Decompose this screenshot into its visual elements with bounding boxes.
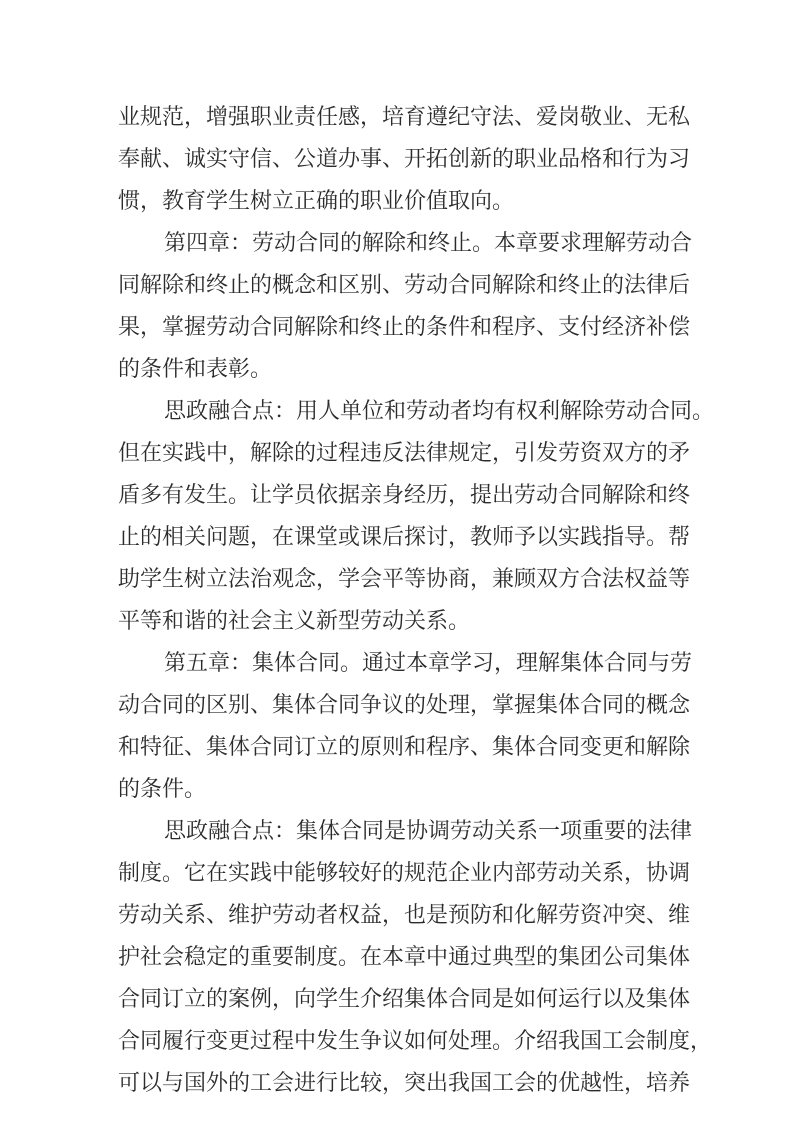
text-line: 果，掌握劳动合同解除和终止的条件和程序、支付经济补偿	[118, 315, 691, 340]
text-line: 可以与国外的工会进行比较，突出我国工会的优越性，培养	[118, 1071, 691, 1096]
text-line: 同解除和终止的概念和区别、劳动合同解除和终止的法律后	[118, 273, 691, 298]
text-line: 的条件和表彰。	[118, 357, 273, 382]
text-line: 合同订立的案例，向学生介绍集体合同是如何运行以及集体	[118, 987, 691, 1012]
text-line: 平等和谐的社会主义新型劳动关系。	[118, 609, 471, 634]
text-line: 奉献、诚实守信、公道办事、开拓创新的职业品格和行为习	[118, 147, 691, 172]
text-line: 思政融合点：用人单位和劳动者均有权利解除劳动合同。	[164, 399, 715, 424]
text-line: 护社会稳定的重要制度。在本章中通过典型的集团公司集体	[118, 945, 691, 970]
text-line: 但在实践中，解除的过程违反法律规定，引发劳资双方的矛	[118, 441, 691, 466]
text-line: 合同履行变更过程中发生争议如何处理。介绍我国工会制度，	[118, 1029, 713, 1054]
text-line: 动合同的区别、集体合同争议的处理，掌握集体合同的概念	[118, 693, 691, 718]
text-line: 第四章：劳动合同的解除和终止。本章要求理解劳动合	[164, 231, 693, 256]
text-line: 业规范，增强职业责任感，培育遵纪守法、爱岗敬业、无私	[118, 105, 691, 130]
text-line: 劳动关系、维护劳动者权益，也是预防和化解劳资冲突、维	[118, 903, 691, 928]
text-line: 惯，教育学生树立正确的职业价值取向。	[118, 189, 515, 214]
text-line: 助学生树立法治观念，学会平等协商，兼顾双方合法权益等	[118, 567, 691, 592]
text-line: 的条件。	[118, 777, 207, 802]
text-line: 制度。它在实践中能够较好的规范企业内部劳动关系，协调	[118, 861, 691, 886]
text-line: 盾多有发生。让学员依据亲身经历，提出劳动合同解除和终	[118, 483, 691, 508]
text-line: 思政融合点：集体合同是协调劳动关系一项重要的法律	[164, 819, 693, 844]
text-line: 第五章：集体合同。通过本章学习，理解集体合同与劳	[164, 651, 693, 676]
text-line: 止的相关问题，在课堂或课后探讨，教师予以实践指导。帮	[118, 525, 691, 550]
text-line: 和特征、集体合同订立的原则和程序、集体合同变更和解除	[118, 735, 691, 760]
